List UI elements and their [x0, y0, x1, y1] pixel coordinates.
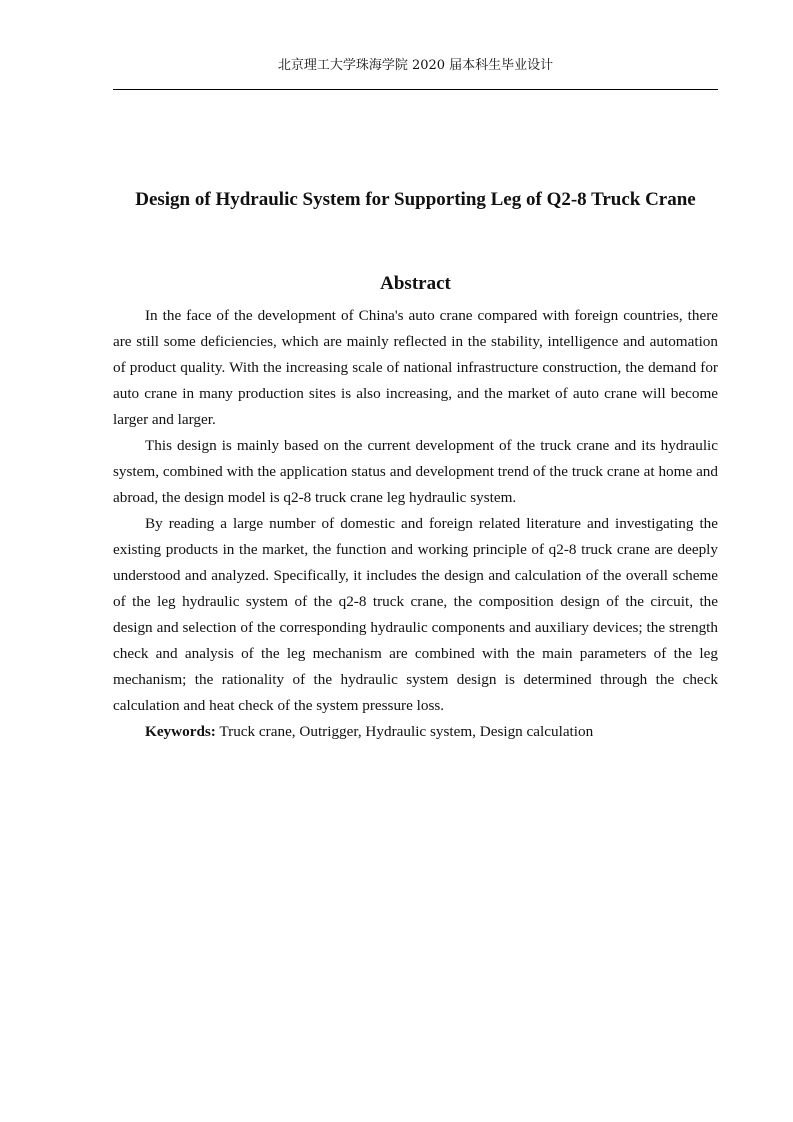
abstract-body: [113, 303, 718, 745]
document-title: Design of Hydraulic System for Supporting Leg of Q2-8 Truck Crane: [135, 189, 696, 210]
abstract-paragraph-3: By reading a large number of domestic and foreign related literature and investigating the existing products in the market, the function and working principle of q2-8 truck crane are deeply understood and analyzed. Specifically, it includes the design and calculation of the overall scheme of the leg hydraulic system of the q2-8 truck crane, the composition design of the circuit, the design and selection of the corresponding hydraulic components and auxiliary devices; the strength check and analysis of the leg mechanism are combined with the main parameters of the leg mechanism; the rationality of the hydraulic system design is determined through the check calculation and heat check of the system pressure loss.: [113, 515, 718, 714]
abstract-heading: Abstract: [380, 273, 451, 294]
abstract-paragraph-1: In the face of the development of China's auto crane compared with foreign countries, there are still some deficiencies, which are mainly reflected in the stability, intelligence and automation of product quality. With the increasing scale of national infrastructure construction, the demand for auto crane in many production sites is also increasing, and the market of auto crane will become larger and larger.: [113, 307, 718, 428]
running-header: 北京理工大学珠海学院 2020 届本科生毕业设计: [277, 58, 554, 73]
abstract-paragraph-2: This design is mainly based on the current development of the truck crane and its hydraulic system, combined with the application status and development trend of the truck crane at home and abroad, the design model is q2-8 truck crane leg hydraulic system.: [113, 437, 718, 506]
keywords-label: Keywords:: [145, 723, 216, 740]
header-divider: [113, 89, 718, 90]
keywords-list: Truck crane, Outrigger, Hydraulic system, Design calculation: [219, 723, 594, 740]
keywords-line: [113, 719, 718, 745]
